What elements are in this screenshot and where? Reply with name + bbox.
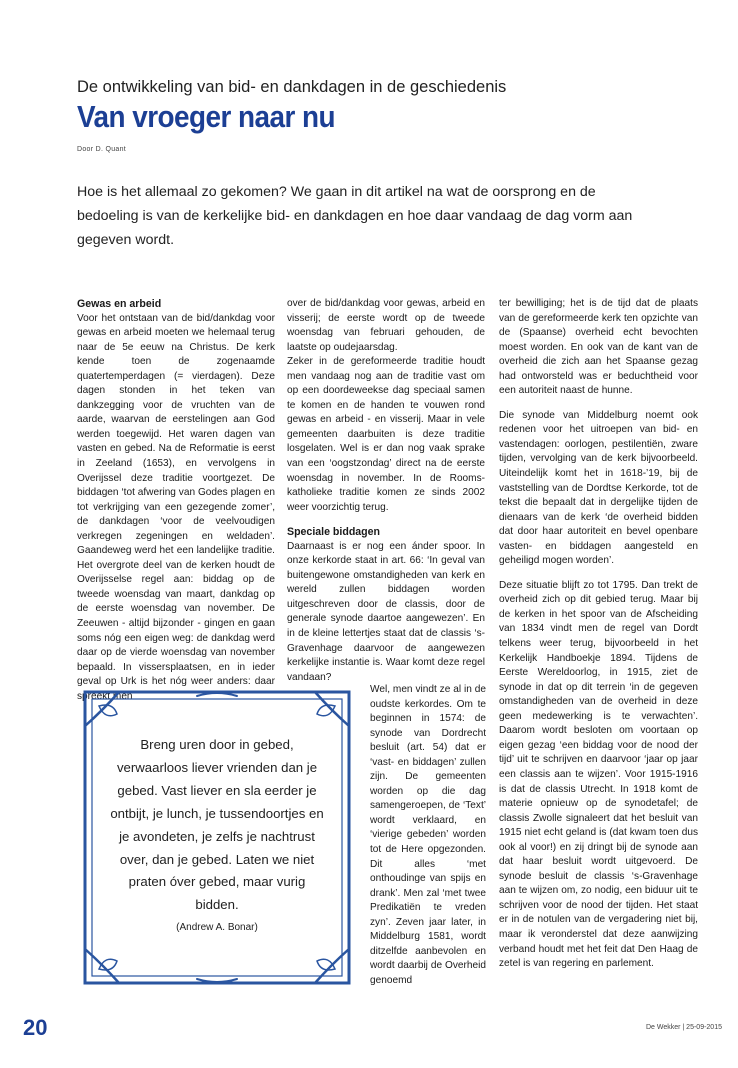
body-paragraph: Deze situatie blijft zo tot 1795. Dan trekt de overheid zich op dit gebied terug. Maar bij de kerken in het spoor van de Afscheiding van 1834 vindt men de regel van Dordt telkens weer terug, bijvoorbeeld in het Kerkelijk Handboekje 1894. Tijdens de Eerste Wereldoorlog, in 1915, ziet de synode in dat op dit terrein ‘in de gegeven omstandigheden van de overheid in deze geen medewerking is te verwachten’. Daarom wordt besloten om voortaan op eigen gezag ‘een biddag voor de nood der tijd’ uit te schrijven en daarvoor ‘jaar op jaar een classis aan te wijzen’. Voor 1915-1916 is dat de classis Utrecht. In 1918 komt de materie opnieuw op de synodetafel; de classis Zwolle signaleert dat het besluit van 1915 niet echt geland is (dat kwam toen dus ook al voor!) en zij dringt bij de synode aan dat haar besluit wordt uitgevoerd. De synode besluit de classis ‘s-Gravenhage aan te wijzen om, zo nodig, een biduur uit te schrijven voor de nood der tijden. Het staat er in de notulen van de vergadering niet bij, maar ik veronderstel dat deze aanwijzing verband houdt met het feit dat Den Haag de zetel is van regering en parlement.: [499, 579, 698, 970]
article-title: Van vroeger naar nu: [77, 99, 336, 134]
section-heading-gewas: Gewas en arbeid: [77, 298, 162, 310]
column-1: [77, 297, 275, 704]
body-paragraph: Wel, men vindt ze al in de oudste kerkordes. Om te beginnen in 1574: de synode van Dordrecht besluit (art. 54) dat er ‘vast- en biddagen’ zullen zijn. De gemeenten worden op die dag samengeroepen, de ‘Text’ wordt verklaard, en ‘vierige gebeden’ worden tot de Here opgezonden. Dit alles ‘met onthoudinge van spijs en drank’. Men zal ‘met twee Predikatiën te vreden zyn’. Zeven jaar later, in Middelburg 1581, wordt ditzelfde aanbevolen en wordt daarbij de Overheid genoemd: [370, 684, 486, 986]
quote-author: (Andrew A. Bonar): [176, 922, 258, 934]
body-paragraph: Zeker in de gereformeerde traditie houdt men vandaag nog aan de traditie vast om op een doordeweekse dag speciaal samen te komen en de handen te vouwen rond gewas en arbeid - en visserij. Maar in vele gemeenten daarbuiten is deze traditie losgelaten. Wel is er dan nog vaak sprake van een ‘oogstzondag’ direct na de eerste woensdag in november. In de Rooms-katholieke traditie komen ze sinds 2002 weer voorzichtig terug.: [287, 356, 485, 513]
pull-quote: [79, 686, 355, 989]
publication-info: De Wekker | 25-09-2015: [645, 1024, 722, 1031]
author-byline: Door D. Quant: [77, 146, 127, 153]
quote-text: Breng uren door in gebed, verwaarloos liever vrienden dan je gebed. Vast liever en sla eerder je ontbijt, je lunch, je tussendoortjes en je avondeten, je zelfs je nachtrust over, dan je gebed. Laten we niet praten óver gebed, maar vurig bidden. (Andrew A. Bonar): [107, 734, 327, 937]
column-2: [287, 297, 485, 685]
section-heading-speciale-biddagen: Speciale biddagen: [287, 526, 381, 539]
body-paragraph: ter bewilliging; het is de tijd dat de plaats van de gereformeerde kerk ten opzichte van de (Spaanse) overheid echt bevochten moest worden. En ook van de kant van de overheid die zich aan het Spaanse gezag had ontworsteld was er beduchtheid voor een autoriteit naast de hunne.: [499, 298, 698, 397]
page-number: 20: [23, 1015, 48, 1040]
column-3: [499, 297, 698, 972]
body-paragraph: over de bid/dankdag voor gewas, arbeid en visserij; de eerste wordt op de tweede woensdag van februari gehouden, de laatste op oudejaarsdag.: [287, 298, 485, 353]
body-paragraph: Voor het ontstaan van de bid/dankdag voor gewas en arbeid moeten we helemaal terug naar de 5e eeuw na Christus. De kerk kende toen de zogenaamde quatertemperdagen (= vierdagen). Deze dagen stonden in het teken van dankzegging voor de vruchten van de aarde, waarvan de eerstelingen aan God werden toegewijd. Het waren dagen van vasten en gebed. Na de Reformatie is eerst in Zeeland (1653), en vervolgens in Overijssel deze traditie voortgezet. De biddagen ‘tot afwering van Godes plagen en tot verkrijging van een gezegende zomer’, de dankdagen ‘voor de veelvoudigen verkregen zegeningen en weldaden’. Gaandeweg werd het een landelijke traditie. Het overgrote deel van de kerken houdt de Overijsselse regel aan: biddag op de tweede woensdag van maart, dankdag op de eerste woensdag van november. De Zeeuwen - altijd bijzonder - gingen en gaan soms nóg een eigen weg: de dankdag werd daar op de vierde woensdag van november bepaald. In vissersplaatsen, en in ieder geval op Urk is het nóg weer anders: daar spreekt men: [77, 312, 275, 702]
body-paragraph: Die synode van Middelburg noemt ook redenen voor het uitroepen van bid- en vastendagen: oorlogen, pestilentiën, zware tijden, vervolging van de kerk bijvoorbeeld. Uiteindelijk komt het in 1618-’19, bij de vaststelling van de Dordtse Kerkorde, tot de tekst die bepaalt dat in dergelijke tijden de dienaars van de kerk ‘de overheid bidden dat door haar autoriteit en bevel openbare vasten- en biddagen aangesteld en geheiligd mogen worden’.: [499, 409, 698, 567]
body-paragraph: Daarnaast is er nog een ánder spoor. In onze kerkorde staat in art. 66: ‘In geval van buitengewone omstandigheden van kerk en wereld zullen biddagen worden uitgeschreven door de classis, door de generale synode daartoe aangewezen’. En in de kleine lettertjes staat dat de classis ‘s-Gravenhage daarvoor de aangewezen kerkelijke instantie is. Waar komt deze regel vandaan?: [287, 540, 485, 683]
intro-paragraph: Hoe is het allemaal zo gekomen? We gaan in dit artikel na wat de oorsprong en de bedoeling is van de kerkelijke bid- en dankdagen en hoe daar vandaag de dag vorm aan gegeven wordt.: [77, 184, 633, 248]
column-2-narrow: [370, 683, 486, 988]
article-subtitle: De ontwikkeling van bid- en dankdagen in de geschiedenis: [77, 78, 507, 96]
